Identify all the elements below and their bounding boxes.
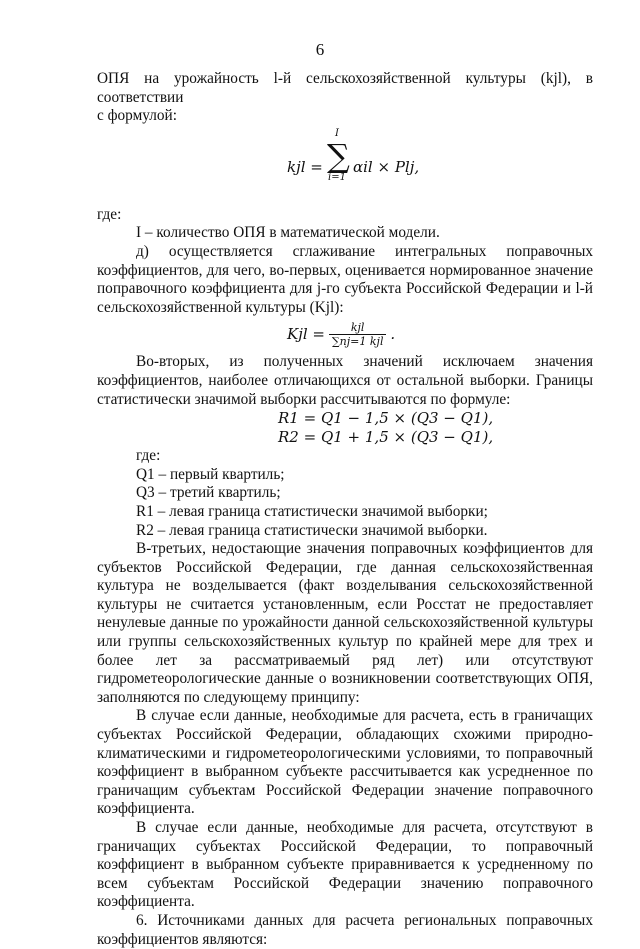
formula-Kjl-lhs: Kjl = [287,325,325,344]
document-body [97,70,593,949]
sum-lower-limit: i=1 [328,171,346,183]
paragraph-second: Во-вторых, из полученных значений исключаем значения коэффициентов, наиболее отличающихся от остальной выборки. Границы статистически значимой выборки рассчитываются по формуле: [97,353,593,408]
sum-upper-limit: I [335,127,339,139]
formula-Kjl-end: . [390,325,396,344]
sum-operator [327,127,350,184]
formula-kjl-lhs: kjl = [287,157,323,176]
intro-line-2: с формулой: [97,107,177,125]
formula-kjl [97,128,593,204]
fraction-numerator: kjl [329,321,387,335]
paragraph-case-1: В случае если данные, необходимые для расчета, есть в граничащих субъектах Российской Федерации, обладающих схожими природно-климатическими и гидрометеорологическими условиями, то поправочный коэффициент в выбранном субъекте рассчитывается как усредненное по граничащим субъектам Российской Федерации значение поправочного коэффициента. [97,707,593,818]
sigma-symbol: ∑ [327,136,350,175]
formula-bounds [97,409,593,447]
formula-kjl-rhs: αil × Plj, [353,157,420,176]
formula-Kjl [97,317,593,353]
page-number: 6 [315,40,325,59]
intro-line-1: ОПЯ на урожайность l-й сельскохозяйственной культуры (kjl), в соответствии [97,70,593,106]
definition-I: I – количество ОПЯ в математической модели. [136,224,440,242]
formula-r2: R2 = Q1 + 1,5 × (Q3 − Q1), [278,428,494,447]
paragraph-6: 6. Источниками данных для расчета региональных поправочных коэффициентов являются: [97,911,593,948]
formula-r1: R1 = Q1 − 1,5 × (Q3 − Q1), [278,409,494,428]
fraction-denominator: ∑nj=1 kjl [331,335,384,349]
where-label-1: где: [97,205,122,223]
definition-r1: R1 – левая граница статистически значимой выборки; [136,502,488,520]
definition-r2: R2 – левая граница статистически значимой выборки. [136,521,488,539]
definition-q3: Q3 – третий квартиль; [136,484,281,502]
paragraph-third: В-третьих, недостающие значения поправочных коэффициентов для субъектов Российской Федерации, где данная сельскохозяйственная культура не возделывается (факт возделывания сельскохозяйственной культуры не считается установленным, если Росстат не предоставляет ненулевые данные по урожайности данной сельскохозяйственной культуры или группы сельскохозяйственных культур по крайней мере для трех и более лет за рассматриваемый ряд лет) или отсутствуют гидрометеорологические данные о возникновении соответствующих ОПЯ, заполняются по следующему принципу: [97,540,593,706]
definition-q1: Q1 – первый квартиль; [136,465,285,483]
paragraph-d: д) осуществляется сглаживание интегральных поправочных коэффициентов, для чего, во-первых, оценивается нормированное значение поправочного коэффициента для j-го субъекта Российской Федерации и l-й сельскохозяйственной культуры (Kjl): [97,242,593,316]
formula-Kjl-fraction [329,321,387,348]
where-label-2: где: [136,447,161,465]
paragraph-case-2: В случае если данные, необходимые для расчета, отсутствуют в граничащих субъектах Российской Федерации, то поправочный коэффициент в выбранном субъекте приравнивается к усредненному по всем субъектам Российской Федерации значению поправочного коэффициента. [97,819,593,911]
